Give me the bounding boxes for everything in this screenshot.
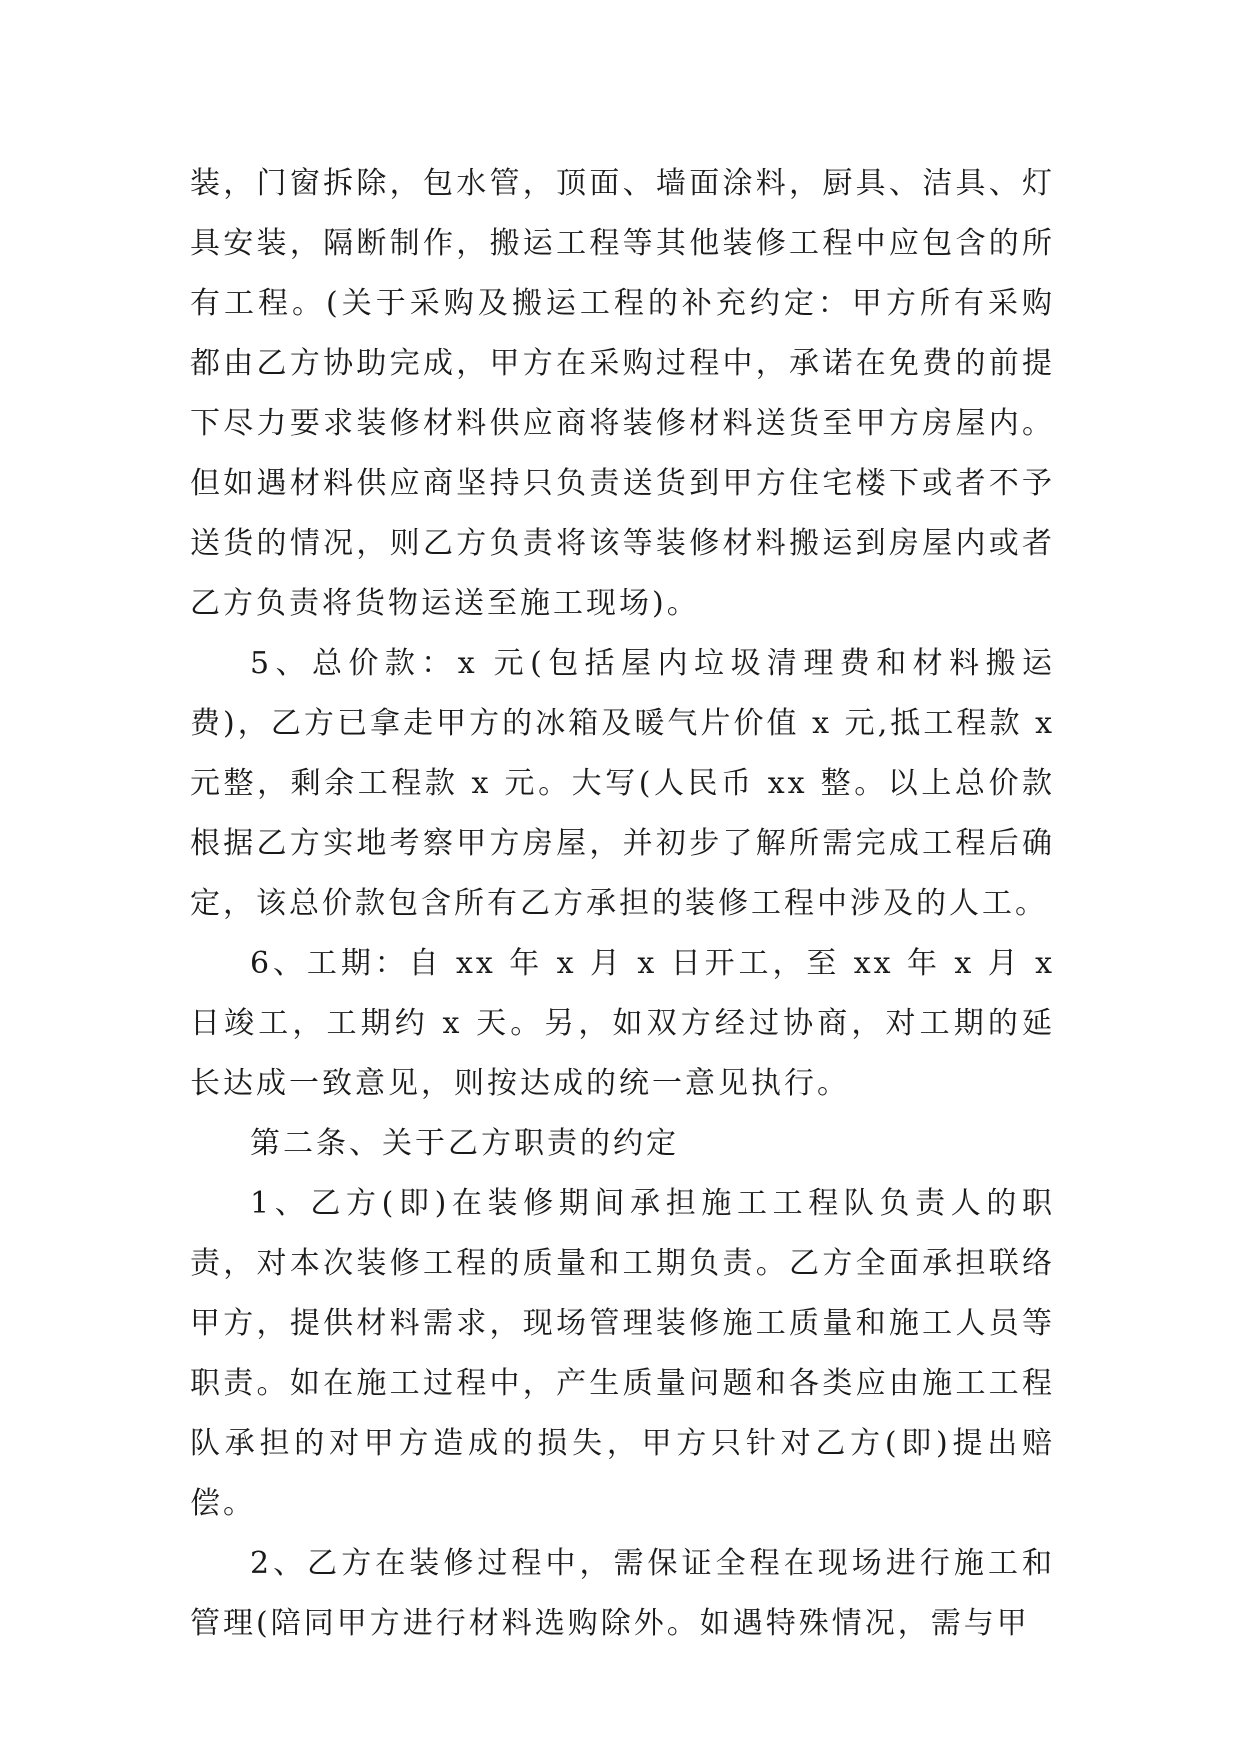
paragraph-schedule: 6、工期：自 xx 年 x 月 x 日开工，至 xx 年 x 月 x 日竣工，工期约 x 天。另，如双方经过协商，对工期的延长达成一致意见，则按达成的统一意见执行。 [190, 946, 1055, 1101]
document-body [190, 154, 1055, 1654]
paragraph-party-b-duty-2: 2、乙方在装修过程中，需保证全程在现场进行施工和管理(陪同甲方进行材料选购除外。如遇特殊情况，需与甲 [190, 1546, 1055, 1641]
paragraph-total-price: 5、总价款：x 元(包括屋内垃圾清理费和材料搬运费)，乙方已拿走甲方的冰箱及暖气片价值 x 元,抵工程款 x 元整，剩余工程款 x 元。大写(人民币 xx 整。以上总价款根据乙方实地考察甲方房屋，并初步了解所需完成工程后确定，该总价款包含所有乙方承担的装修工程中涉及的人工。 [190, 646, 1055, 921]
paragraph-scope-continued: 装，门窗拆除，包水管，顶面、墙面涂料，厨具、洁具、灯具安装，隔断制作，搬运工程等其他装修工程中应包含的所有工程。(关于采购及搬运工程的补充约定：甲方所有采购都由乙方协助完成，甲方在采购过程中，承诺在免费的前提下尽力要求装修材料供应商将装修材料送货至甲方房屋内。但如遇材料供应商坚持只负责送货到甲方住宅楼下或者不予送货的情况，则乙方负责将该等装修材料搬运到房屋内或者乙方负责将货物运送至施工现场)。 [190, 166, 1055, 621]
section-heading-article-2: 第二条、关于乙方职责的约定 [250, 1126, 679, 1161]
paragraph-party-b-duty-1: 1、乙方(即)在装修期间承担施工工程队负责人的职责，对本次装修工程的质量和工期负责。乙方全面承担联络甲方，提供材料需求，现场管理装修施工质量和施工人员等职责。如在施工过程中，产生质量问题和各类应由施工工程队承担的对甲方造成的损失，甲方只针对乙方(即)提出赔偿。 [190, 1186, 1055, 1521]
